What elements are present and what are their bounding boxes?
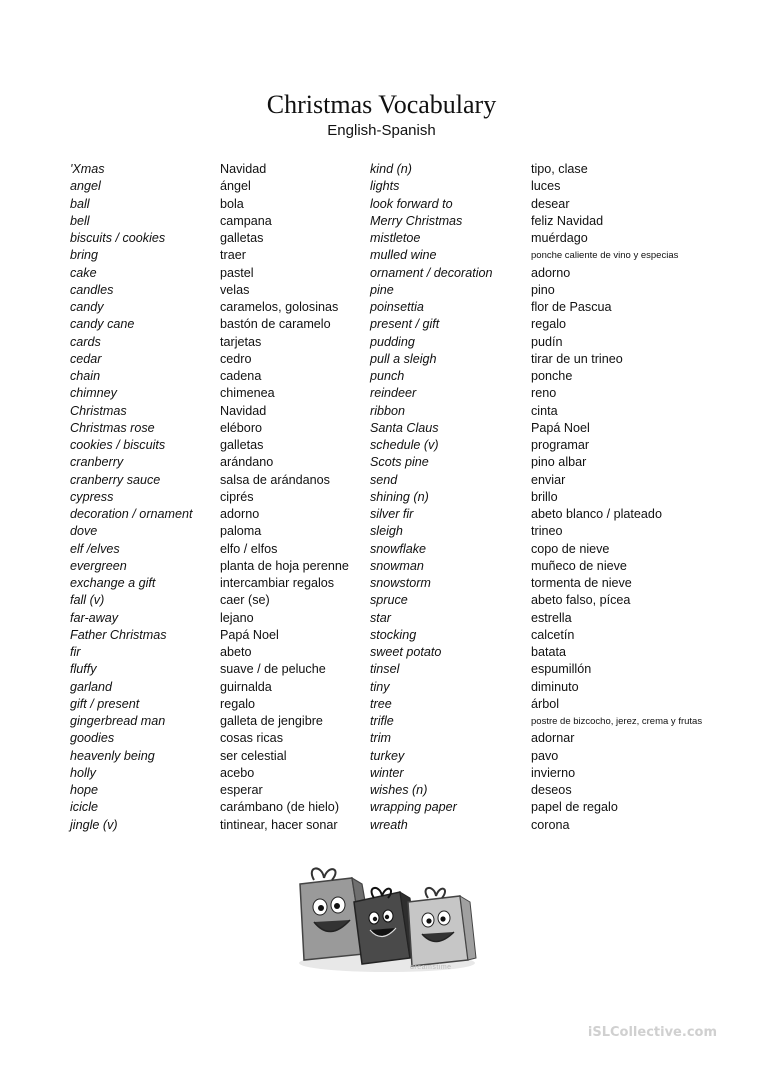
vocab-row [70, 627, 750, 644]
vocab-row [70, 230, 750, 247]
english-term: gingerbread man [70, 714, 166, 728]
english-term: kind (n) [370, 162, 412, 176]
vocab-row [70, 351, 750, 368]
vocabulary-table [70, 161, 750, 834]
spanish-translation: deseos [531, 783, 572, 797]
spanish-translation: Papá Noel [220, 627, 279, 642]
gift-box-right-icon [408, 888, 476, 966]
english-term: reindeer [370, 386, 417, 401]
spanish-translation: invierno [531, 765, 576, 780]
spanish-translation: bastón de caramelo [220, 317, 331, 332]
spanish-translation: pino albar [531, 455, 587, 470]
english-term: pull a sleigh [370, 351, 437, 366]
spanish-translation: enviar [531, 472, 566, 487]
vocab-row [70, 420, 750, 437]
vocab-row [70, 748, 750, 765]
spanish-translation: eléboro [220, 420, 263, 435]
english-term: cards [70, 334, 101, 349]
spanish-translation: galletas [220, 231, 264, 245]
spanish-translation: cedro [220, 351, 252, 366]
spanish-translation: galleta de jengibre [220, 714, 323, 728]
english-term: sweet potato [370, 645, 442, 659]
spanish-translation: calcetín [531, 627, 575, 642]
english-term: wrapping paper [370, 800, 457, 815]
spanish-translation: adorno [220, 507, 260, 521]
page-title: Christmas Vocabulary [266, 90, 497, 119]
english-term: Merry Christmas [370, 213, 463, 228]
english-term: evergreen [70, 558, 127, 573]
english-term: fir [70, 645, 81, 659]
vocab-row [70, 799, 750, 816]
english-term: Christmas rose [70, 420, 155, 435]
spanish-translation: ponche [531, 369, 573, 383]
vocab-row [70, 610, 750, 627]
english-term: candles [70, 282, 114, 297]
spanish-translation: tipo, clase [531, 162, 588, 176]
english-term: bring [70, 248, 99, 263]
english-term: turkey [370, 748, 405, 763]
spanish-translation: acebo [220, 765, 255, 780]
spanish-translation: adornar [531, 731, 575, 746]
spanish-translation: abeto blanco / plateado [531, 507, 662, 521]
english-term: icicle [70, 800, 98, 815]
spanish-translation: árbol [531, 696, 560, 711]
spanish-translation: Navidad [220, 403, 267, 418]
spanish-translation: salsa de arándanos [220, 472, 330, 487]
spanish-translation: Papá Noel [531, 420, 590, 435]
english-term: Santa Claus [370, 420, 439, 435]
spanish-translation: muñeco de nieve [531, 558, 627, 573]
english-term: tinsel [370, 662, 400, 677]
english-term: trifle [370, 714, 394, 728]
vocab-row [70, 316, 750, 333]
spanish-translation: elfo / elfos [220, 541, 278, 556]
english-term: chimney [70, 386, 117, 401]
vocab-row [70, 472, 750, 489]
english-term: decoration / ornament [70, 507, 193, 521]
spanish-translation: pastel [220, 265, 254, 280]
spanish-translation: copo de nieve [531, 541, 610, 556]
english-term: Scots pine [370, 455, 429, 470]
english-term: cookies / biscuits [70, 438, 166, 452]
spanish-translation: galletas [220, 438, 264, 452]
spanish-translation: cosas ricas [220, 731, 283, 746]
english-term: Father Christmas [70, 627, 167, 642]
spanish-translation: pino [531, 282, 555, 297]
spanish-translation: traer [220, 248, 246, 263]
english-term: far-away [70, 610, 119, 625]
spanish-translation: tarjetas [220, 334, 262, 349]
english-term: pine [370, 282, 394, 297]
spanish-translation: velas [220, 282, 250, 297]
illustration-credit: dreamstime [410, 964, 452, 971]
spanish-translation: cadena [220, 369, 262, 383]
english-term: silver fir [370, 507, 414, 521]
spanish-translation: arándano [220, 455, 274, 470]
vocab-row [70, 765, 750, 782]
spanish-translation: batata [531, 645, 567, 659]
english-term: 'Xmas [70, 162, 105, 176]
spanish-translation: carámbano (de hielo) [220, 800, 340, 815]
spanish-translation: ángel [220, 179, 251, 194]
english-term: ornament / decoration [370, 265, 493, 280]
gift-box-middle-icon [354, 888, 418, 964]
spanish-translation: reno [531, 386, 557, 401]
spanish-translation: diminuto [531, 679, 579, 694]
english-term: candy [70, 300, 104, 314]
english-term: angel [70, 179, 101, 194]
vocab-row [70, 265, 750, 282]
english-term: snowstorm [370, 576, 431, 590]
vocab-row [70, 523, 750, 540]
spanish-translation: flor de Pascua [531, 300, 612, 314]
english-term: chain [70, 369, 101, 383]
english-term: garland [70, 679, 113, 694]
spanish-translation: tintinear, hacer sonar [220, 817, 338, 832]
english-term: tree [370, 696, 392, 711]
vocab-row [70, 161, 750, 178]
vocab-row [70, 196, 750, 213]
vocab-row [70, 506, 750, 523]
spanish-translation: brillo [531, 489, 558, 504]
english-term: shining (n) [370, 489, 429, 504]
english-term: poinsettia [370, 300, 424, 314]
vocab-row [70, 282, 750, 299]
english-term: Christmas [70, 403, 127, 418]
spanish-translation: feliz Navidad [531, 213, 604, 228]
spanish-translation: regalo [531, 317, 567, 332]
english-term: mulled wine [370, 248, 437, 263]
spanish-translation: suave / de peluche [220, 662, 326, 677]
spanish-translation: pavo [531, 748, 559, 763]
vocab-row [70, 558, 750, 575]
english-term: fluffy [70, 662, 97, 677]
english-term: look forward to [370, 196, 453, 211]
english-term: punch [370, 369, 405, 383]
english-term: star [370, 610, 391, 625]
vocab-row [70, 178, 750, 195]
english-term: trim [370, 731, 391, 746]
vocab-row [70, 541, 750, 558]
vocab-row [70, 437, 750, 454]
english-term: hope [70, 783, 99, 797]
vocab-row [70, 713, 750, 730]
english-term: cedar [70, 351, 102, 366]
spanish-translation: adorno [531, 265, 571, 280]
english-term: send [370, 472, 398, 487]
spanish-translation: intercambiar regalos [220, 576, 335, 590]
english-term: winter [370, 765, 404, 780]
spanish-translation: pudín [531, 334, 563, 349]
vocab-row [70, 368, 750, 385]
vocab-row [70, 644, 750, 661]
vocab-row [70, 679, 750, 696]
vocab-row [70, 213, 750, 230]
spanish-translation: ciprés [220, 489, 254, 504]
english-term: exchange a gift [70, 576, 156, 590]
spanish-translation: cinta [531, 403, 558, 418]
vocab-row [70, 817, 750, 834]
english-term: stocking [370, 627, 417, 642]
english-term: tiny [370, 679, 390, 694]
spanish-translation: muérdago [531, 231, 588, 245]
spanish-translation: lejano [220, 610, 254, 625]
english-term: present / gift [370, 317, 440, 332]
spanish-translation: paloma [220, 524, 262, 539]
english-term: schedule (v) [370, 438, 439, 452]
english-term: cranberry sauce [70, 472, 161, 487]
spanish-translation: tirar de un trineo [531, 351, 623, 366]
vocab-row [70, 575, 750, 592]
english-term: gift / present [70, 696, 140, 711]
english-term: snowman [370, 558, 424, 573]
spanish-translation: planta de hoja perenne [220, 558, 349, 573]
spanish-translation: tormenta de nieve [531, 576, 632, 590]
spanish-translation: abeto [220, 645, 252, 659]
vocab-row [70, 385, 750, 402]
spanish-translation: guirnalda [220, 679, 272, 694]
spanish-translation: postre de bizcocho, jerez, crema y frutas [531, 716, 703, 727]
spanish-translation: estrella [531, 610, 572, 625]
vocab-row [70, 592, 750, 609]
spanish-translation: Navidad [220, 162, 267, 176]
english-term: spruce [370, 593, 408, 608]
spanish-translation: caer (se) [220, 593, 270, 608]
english-term: dove [70, 524, 98, 539]
english-term: heavenly being [70, 748, 155, 763]
english-term: pudding [370, 334, 415, 349]
smiling-gift-boxes-illustration [292, 862, 482, 977]
vocab-row [70, 661, 750, 678]
spanish-translation: campana [220, 213, 272, 228]
english-term: goodies [70, 731, 115, 746]
english-term: ball [70, 196, 90, 211]
spanish-translation: caramelos, golosinas [220, 300, 339, 314]
spanish-translation: papel de regalo [531, 800, 618, 815]
spanish-translation: ponche caliente de vino y especias [531, 250, 679, 262]
vocab-row [70, 489, 750, 506]
spanish-translation: desear [531, 196, 570, 211]
vocab-row [70, 730, 750, 747]
spanish-translation: espumillón [531, 662, 592, 677]
english-term: cranberry [70, 455, 124, 470]
site-watermark[interactable]: iSLCollective.com [587, 1025, 717, 1040]
spanish-translation: ser celestial [220, 748, 287, 763]
vocab-row [70, 299, 750, 316]
english-term: holly [70, 765, 96, 780]
english-term: cake [70, 265, 97, 280]
spanish-translation: abeto falso, pícea [531, 593, 631, 608]
english-term: jingle (v) [70, 817, 118, 832]
vocab-row [70, 696, 750, 713]
spanish-translation: bola [220, 196, 244, 211]
english-term: ribbon [370, 403, 406, 418]
spanish-translation: esperar [220, 783, 263, 797]
english-term: wreath [370, 817, 408, 832]
vocab-row [70, 334, 750, 351]
vocab-row [70, 403, 750, 420]
spanish-translation: trineo [531, 524, 563, 539]
english-term: sleigh [370, 524, 403, 539]
spanish-translation: programar [531, 438, 590, 452]
english-term: cypress [70, 489, 114, 504]
english-term: elf /elves [70, 541, 120, 556]
english-term: bell [70, 213, 90, 228]
vocab-row [70, 454, 750, 471]
english-term: wishes (n) [370, 783, 428, 797]
english-term: biscuits / cookies [70, 231, 166, 245]
english-term: fall (v) [70, 593, 105, 608]
page-subtitle: English-Spanish [327, 122, 436, 139]
vocab-row [70, 247, 750, 264]
english-term: lights [370, 179, 400, 194]
spanish-translation: luces [531, 179, 561, 194]
vocab-row [70, 782, 750, 799]
spanish-translation: corona [531, 817, 570, 832]
english-term: snowflake [370, 541, 427, 556]
english-term: mistletoe [370, 231, 421, 245]
english-term: candy cane [70, 317, 135, 332]
spanish-translation: regalo [220, 696, 256, 711]
spanish-translation: chimenea [220, 386, 275, 401]
